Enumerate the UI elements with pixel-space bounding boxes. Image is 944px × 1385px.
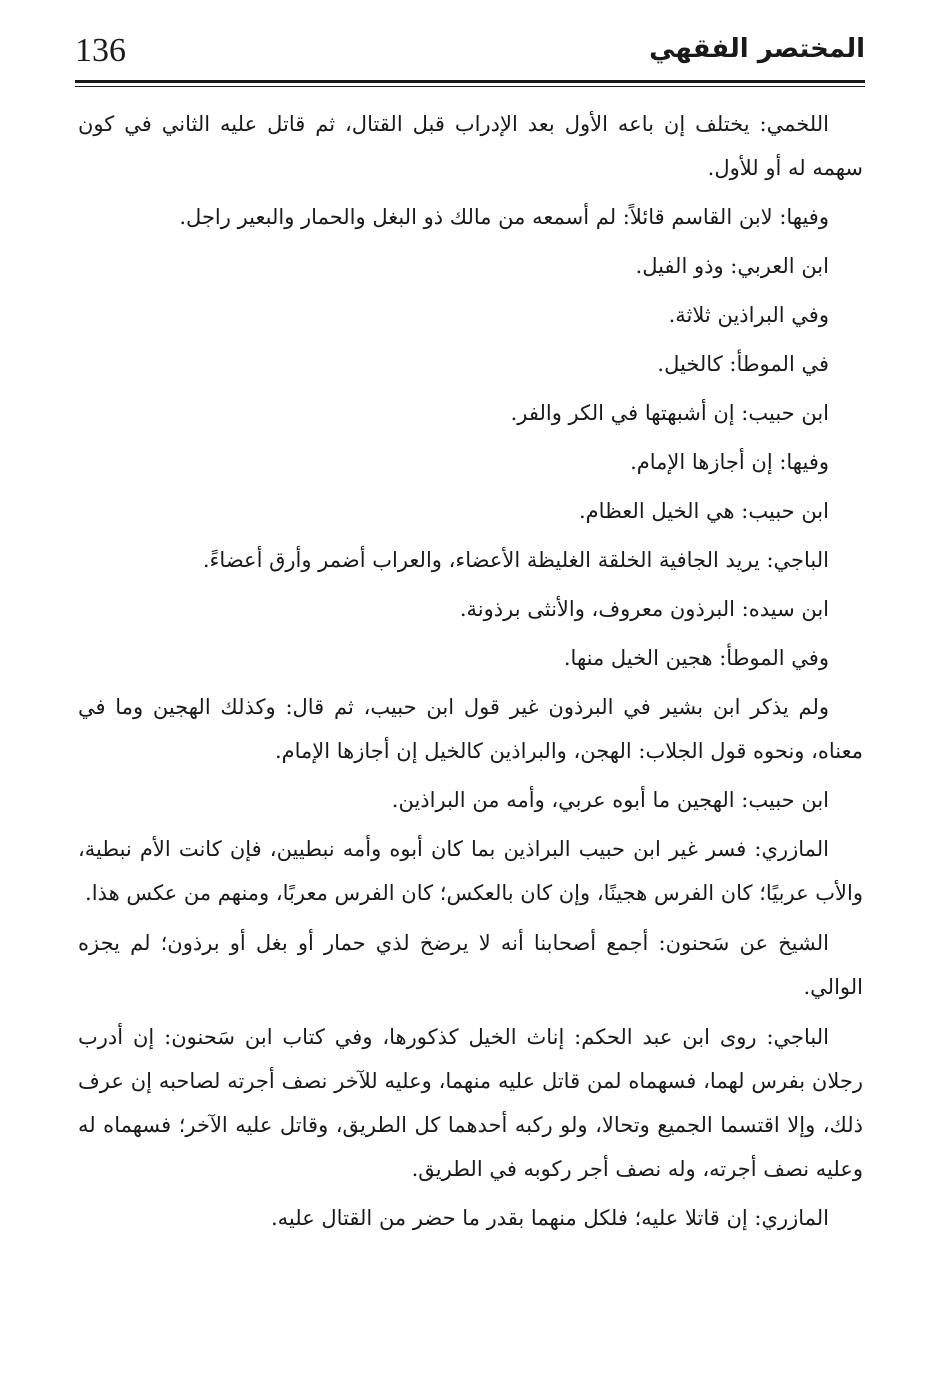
paragraph: وفي الموطأ: هجين الخيل منها. — [563, 646, 829, 670]
paragraph: وفي البراذين ثلاثة. — [668, 303, 829, 327]
header-rule-thin — [75, 86, 865, 87]
paragraph: المازري: فسر غير ابن حبيب البراذين بما كان أبوه وأمه نبطيين، فإن كانت الأم نبطية، والأب عربيًا؛ كان الفرس هجينًا، وإن كان بالعكس؛ كان الفرس معربًا، ومنهم من عكس هذا. — [78, 837, 863, 905]
paragraph: الباجي: يريد الجافية الخلقة الغليظة الأعضاء، والعراب أضمر وأرق أعضاءً. — [202, 548, 829, 572]
header-rule-thick — [75, 80, 865, 83]
paragraph: ابن حبيب: إن أشبهتها في الكر والفر. — [510, 401, 829, 425]
paragraph: ابن حبيب: الهجين ما أبوه عربي، وأمه من البراذين. — [391, 788, 829, 812]
paragraph: اللخمي: يختلف إن باعه الأول بعد الإدراب قبل القتال، ثم قاتل عليه الثاني في كون سهمه له أو للأول. — [78, 112, 863, 180]
paragraph: في الموطأ: كالخيل. — [657, 352, 829, 376]
paragraph: وفيها: إن أجازها الإمام. — [630, 450, 829, 474]
paragraph: ابن العربي: وذو الفيل. — [635, 254, 829, 278]
paragraph: الباجي: روى ابن عبد الحكم: إناث الخيل كذكورها، وفي كتاب ابن سَحنون: إن أدرب رجلان بفرس لهما، فسهماه لمن قاتل عليه منهما، وعليه للآخر نصف أجرته لصاحبه إن عرف ذلك، وإلا اقتسما الجميع وتحالا، ولو ركبه أحدهما كل الطريق، وقاتل عليه الآخر؛ فسهماه له وعليه نصف أجرته، وله نصف أجر ركوبه في الطريق. — [78, 1025, 863, 1181]
page-header — [75, 30, 865, 82]
paragraph: ابن سيده: البرذون معروف، والأنثى برذونة. — [459, 597, 829, 621]
paragraph: ولم يذكر ابن بشير في البرذون غير قول ابن حبيب، ثم قال: وكذلك الهجين وما في معناه، ونحوه قول الجلاب: الهجن، والبراذين كالخيل إن أجازها الإمام. — [78, 695, 863, 763]
paragraph: الشيخ عن سَحنون: أجمع أصحابنا أنه لا يرضخ لذي حمار أو بغل أو برذون؛ لم يجزه الوالي. — [78, 931, 863, 999]
paragraph: المازري: إن قاتلا عليه؛ فلكل منهما بقدر ما حضر من القتال عليه. — [270, 1206, 829, 1230]
running-title: المختصر الفقهي — [649, 34, 865, 64]
body-text — [78, 102, 863, 1245]
paragraph: ابن حبيب: هي الخيل العظام. — [579, 499, 829, 523]
page-number: 136 — [75, 32, 126, 69]
paragraph: وفيها: لابن القاسم قائلاً: لم أسمعه من مالك ذو البغل والحمار والبعير راجل. — [179, 205, 829, 229]
